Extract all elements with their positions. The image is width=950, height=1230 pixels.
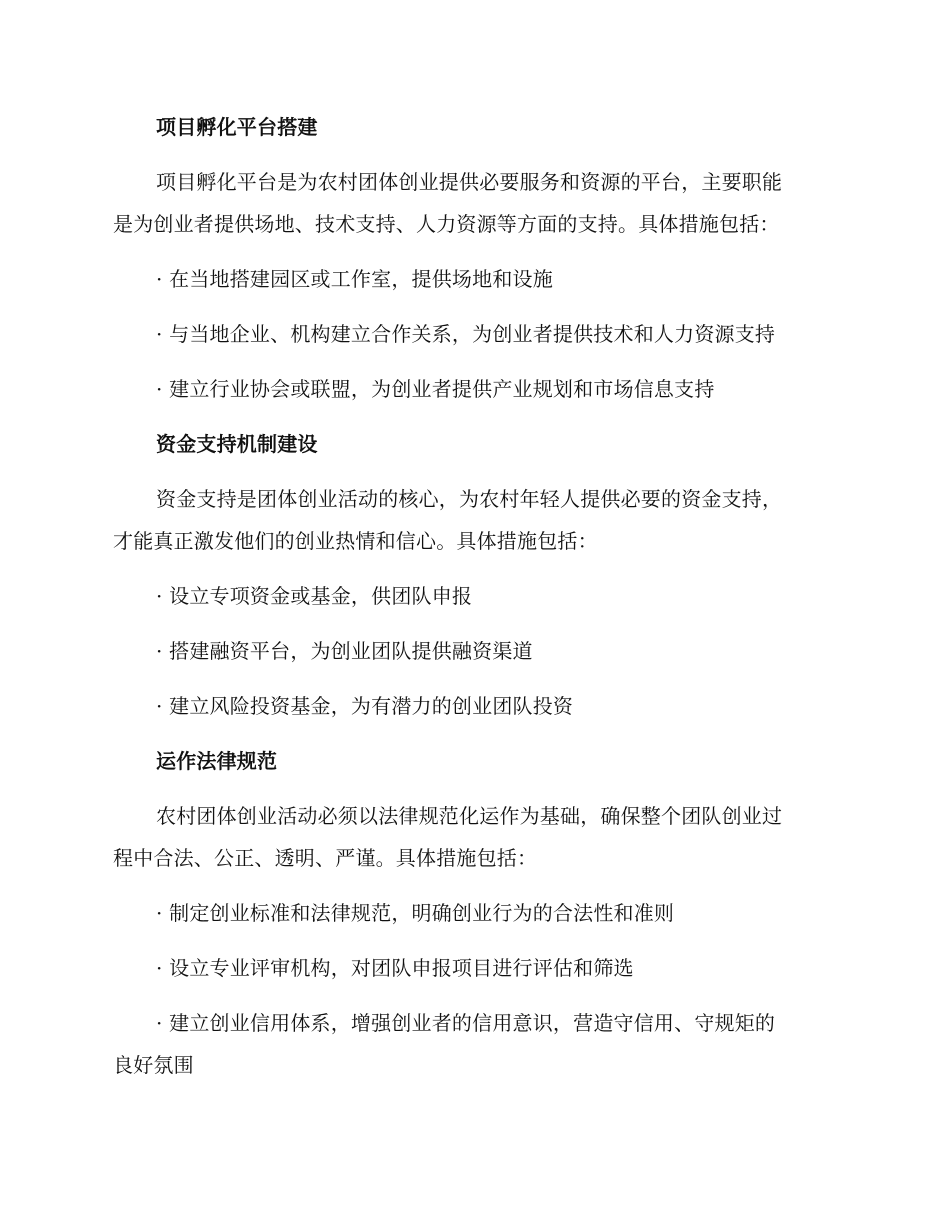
list-item: · 建立创业信用体系，增强创业者的信用意识，营造守信用、守规矩的	[156, 1011, 776, 1035]
paragraph-line: 资金支持是团体创业活动的核心，为农村年轻人提供必要的资金支持，	[156, 487, 783, 511]
paragraph-line: 是为创业者提供场地、技术支持、人力资源等方面的支持。具体措施包括：	[113, 212, 780, 236]
list-item: · 搭建融资平台，为创业团队提供融资渠道	[156, 639, 533, 663]
paragraph-line: 才能真正激发他们的创业热情和信心。具体措施包括：	[113, 529, 598, 553]
list-item: · 与当地企业、机构建立合作关系，为创业者提供技术和人力资源支持	[156, 322, 776, 346]
list-item: · 设立专项资金或基金，供团队申报	[156, 584, 473, 608]
list-item: · 制定创业标准和法律规范，明确创业行为的合法性和准则	[156, 901, 675, 925]
paragraph-line: 程中合法、公正、透明、严谨。具体措施包括：	[113, 846, 538, 870]
section-heading-incubation: 项目孵化平台搭建	[156, 115, 318, 139]
paragraph-line: 农村团体创业活动必须以法律规范化运作为基础，确保整个团队创业过	[156, 804, 783, 828]
list-item-continuation: 良好氛围	[113, 1053, 194, 1077]
list-item: · 建立行业协会或联盟，为创业者提供产业规划和市场信息支持	[156, 377, 715, 401]
paragraph-line: 项目孵化平台是为农村团体创业提供必要服务和资源的平台，主要职能	[156, 170, 783, 194]
list-item: · 在当地搭建园区或工作室，提供场地和设施	[156, 267, 553, 291]
section-heading-funding: 资金支持机制建设	[156, 432, 318, 456]
section-heading-legal: 运作法律规范	[156, 749, 278, 773]
list-item: · 设立专业评审机构，对团队申报项目进行评估和筛选	[156, 956, 634, 980]
list-item: · 建立风险投资基金，为有潜力的创业团队投资	[156, 694, 574, 718]
